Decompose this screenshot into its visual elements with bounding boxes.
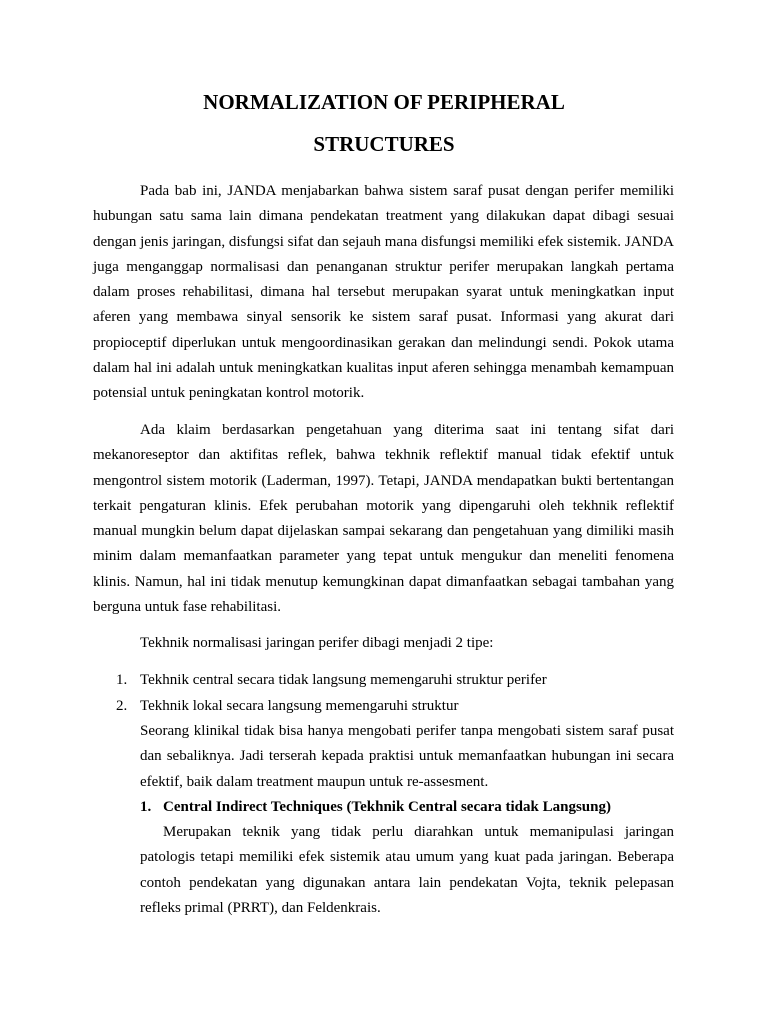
section-subheading: [140, 795, 611, 820]
list-number: 2.: [116, 698, 128, 714]
list-text: Tekhnik central secara tidak langsung memengaruhi struktur perifer: [140, 672, 547, 688]
title-line-1: NORMALIZATION OF PERIPHERAL: [203, 90, 565, 114]
paragraph-intro: Pada bab ini, JANDA menjabarkan bahwa sistem saraf pusat dengan perifer memiliki hubungan satu sama lain dimana pendekatan treatment yang dilakukan dapat dibagi sesuai dengan jenis jaringan, disfungsi sifat dan sejauh mana disfungsi memiliki efek sistemik. JANDA juga menganggap normalisasi dan penanganan struktur perifer merupakan langkah pertama dalam proses rehabilitasi, dimana hal tersebut merupakan syarat untuk meningkatkan input aferen yang membawa sinyal sensorik ke sistem saraf pusat. Informasi yang akurat dari propioceptif diperlukan untuk mengoordinasikan gerakan dan melindungi sendi. Pokok utama dalam hal ini adalah untuk meningkatkan kualitas input aferen sehingga menambah kemampuan potensial untuk peningkatan kontrol motorik.: [93, 183, 674, 402]
list-item: [116, 694, 458, 719]
list-number: 1.: [116, 672, 128, 688]
paragraph-claim: Ada klaim berdasarkan pengetahuan yang diterima saat ini tentang sifat dari mekanoreseptor dan aktifitas reflek, bahwa tekhnik reflektif manual tidak efektif untuk mengontrol sistem motorik (Laderman, 1997). Tetapi, JANDA mendapatkan bukti bertentangan terkait pengaturan klinis. Efek perubahan motorik yang dipengaruhi oleh tekhnik reflektif manual mungkin belum dapat dijelaskan sampai sekarang dan pengetahuan yang dimiliki masih minim dalam memanfaatkan parameter yang tepat untuk mengukur dan meneliti fenomena klinis. Namun, hal ini tidak menutup kemungkinan dapat dimanfaatkan sebagai tambahan yang berguna untuk fase rehabilitasi.: [93, 422, 674, 616]
subheading-text: Central Indirect Techniques (Tekhnik Central secara tidak Langsung): [163, 799, 611, 815]
paragraph-clinical: Seorang klinikal tidak bisa hanya mengobati perifer tanpa mengobati sistem saraf pusat dan sebaliknya. Jadi terserah kepada praktisi untuk memanfaatkan hubungan ini secara efektif, baik dalam treatment maupun untuk re-assesment.: [140, 723, 674, 790]
list-text: Tekhnik lokal secara langsung memengaruhi struktur: [140, 698, 459, 714]
title-line-2: STRUCTURES: [313, 132, 455, 156]
subheading-number: 1.: [140, 799, 152, 815]
paragraph-central-indirect: Merupakan teknik yang tidak perlu diarahkan untuk memanipulasi jaringan patologis tetapi memiliki efek sistemik atau umum yang kuat pada jaringan. Beberapa contoh pendekatan yang digunakan antara lain pendekatan Vojta, teknik pelepasan refleks primal (PRRT), dan Feldenkrais.: [140, 824, 674, 916]
paragraph-types-intro: Tekhnik normalisasi jaringan perifer dibagi menjadi 2 tipe:: [140, 635, 494, 651]
list-item: [116, 668, 547, 693]
